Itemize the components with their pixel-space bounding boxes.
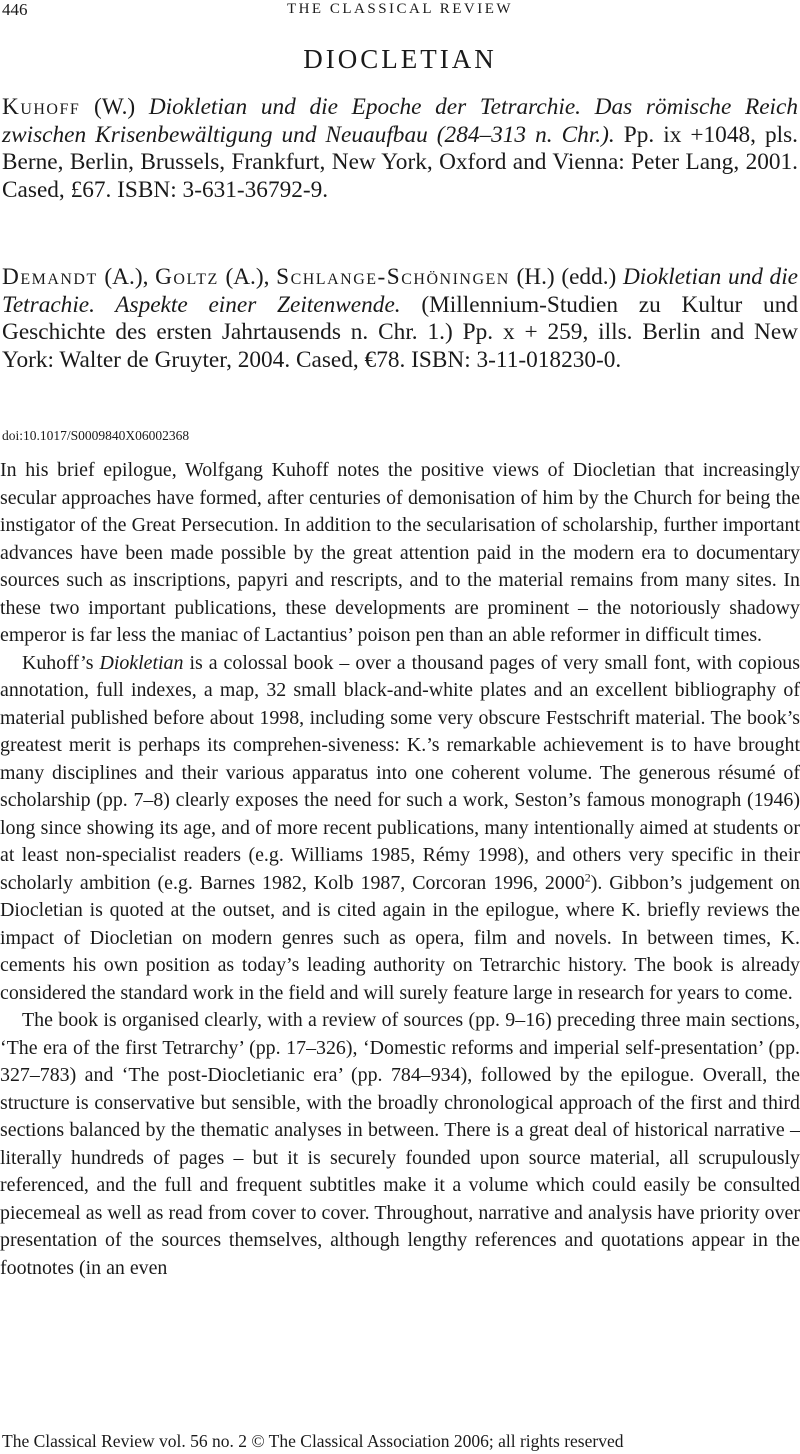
book-entry-2 bbox=[2, 264, 798, 374]
author-initials: (H.) (edd.) bbox=[509, 264, 623, 290]
author-name: Goltz bbox=[155, 264, 219, 290]
copyright-footer: The Classical Review vol. 56 no. 2 © The Classical Association 2006; all rights reserved bbox=[2, 1431, 624, 1451]
paragraph bbox=[0, 650, 800, 1008]
page-number: 446 bbox=[2, 0, 28, 19]
review-title: DIOCLETIAN bbox=[303, 44, 497, 74]
book-title: Diokletian und die Tetrachie. Aspekte einer Zeitenwende. bbox=[2, 264, 799, 318]
doi-link[interactable]: doi:10.1017/S0009840X06002368 bbox=[2, 428, 190, 443]
italic-title: Diokletian bbox=[99, 651, 184, 674]
book-title: Diokletian und die Epoche der Tetrarchie. Das römische Reich zwischen Krisenbewältigung und Neuaufbau (284–313 n. Chr.). bbox=[2, 94, 798, 148]
author-name: Kuhoff bbox=[2, 94, 81, 120]
book-details: (Millennium-Studien zu Kultur und Geschichte des ersten Jahrtausends n. Chr. 1.) Pp. x + 259, ills. Berlin and New York: Walter de Gruyter, 2004. Cased, €78. ISBN: 3-11-018230-0. bbox=[2, 291, 798, 373]
paragraph: In his brief epilogue, Wolfgang Kuhoff notes the positive views of Diocletian that increasingly secular approaches have formed, after centuries of demonisation of him by the Church for being the instigator of the Great Persecution. In addition to the secularisation of scholarship, further important advances have been made possible by the great attention paid in the modern era to documentary sources such as inscriptions, papyri and rescripts, and to the material remains from many sites. In these two important publications, these developments are prominent – the notoriously shadowy emperor is far less the maniac of Lactantius’ poison pen than an able reformer in difficult times. bbox=[0, 459, 800, 646]
text-run: ). Gibbon’s judgement on Diocletian is quoted at the outset, and is cited again in the epilogue, where K. briefly reviews the impact of Diocletian on modern genres such as opera, film and novels. In between times, K. cements his own position as today’s leading authority on Tetrarchic history. The book is already considered the standard work in the field and will surely feature large in research for years to come. bbox=[0, 871, 800, 1004]
text-run: Kuhoff’s bbox=[22, 651, 100, 674]
author-name: Schlange-Schöningen bbox=[276, 264, 510, 290]
author-name: Demandt bbox=[2, 264, 98, 290]
book-details: Pp. ix +1048, pls. Berne, Berlin, Brussels, Frankfurt, New York, Oxford and Vienna: Peter Lang, 2001. Cased, £67. ISBN: 3-631-36792-9. bbox=[2, 121, 798, 203]
author-initials: (A.), bbox=[97, 264, 156, 290]
author-initials: (A.), bbox=[218, 264, 277, 290]
journal-title: THE CLASSICAL REVIEW bbox=[286, 1, 514, 17]
book-entry-1 bbox=[2, 94, 798, 204]
text-run: is a colossal book – over a thousand pages of very small font, with copious annotation, full indexes, a map, 32 small black-and-white plates and an excellent bibliography of material published before about 1998, including some very obscure Festschrift material. The book’s greatest merit is perhaps its comprehen-siveness: K.’s remarkable achievement is to have brought many disciplines and their various apparatus into one coherent volume. The generous résumé of scholarship (pp. 7–8) clearly exposes the need for such a work, Seston’s famous monograph (1946) long since showing its age, and of more recent publications, many intentionally aimed at students or at least non-specialist readers (e.g. Williams 1985, Rémy 1998), and others very specific in their scholarly ambition (e.g. Barnes 1982, Kolb 1987, Corcoran 1996, 2000 bbox=[0, 651, 800, 894]
running-header bbox=[0, 0, 800, 24]
review-body bbox=[0, 457, 800, 1282]
author-initials: (W.) bbox=[80, 94, 149, 120]
paragraph: The book is organised clearly, with a review of sources (pp. 9–16) preceding three main sections, ‘The era of the first Tetrarchy’ (pp. 17–326), ‘Domestic reforms and imperial self-presentation’ (pp. 327–783) and ‘The post-Diocletianic era’ (pp. 784–934), followed by the epilogue. Overall, the structure is conservative but sensible, with the broadly chronological approach of the first and third sections balanced by the thematic analyses in between. There is a great deal of historical narrative – literally hundreds of pages – but it is securely founded upon source material, all scrupulously referenced, and the full and frequent subtitles make it a volume which could easily be consulted piecemeal as well as read from cover to cover. Throughout, narrative and analysis have priority over presentation of the sources themselves, although lengthy references and quotations appear in the footnotes (in an even bbox=[0, 1009, 800, 1279]
superscript: 2 bbox=[584, 869, 591, 884]
